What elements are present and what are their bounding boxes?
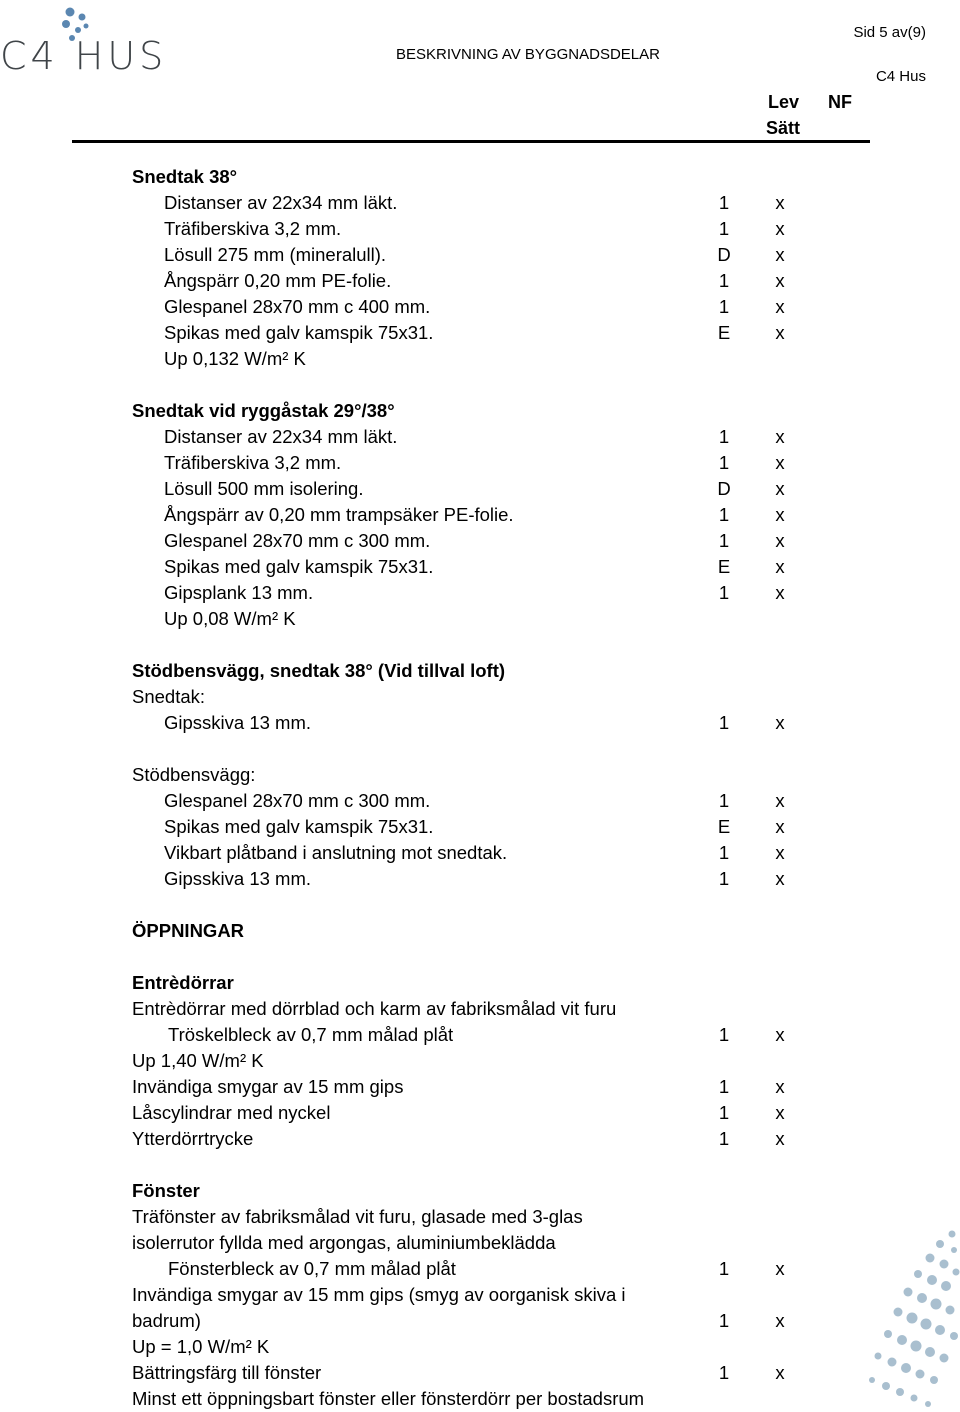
heading-text: Fönster	[132, 1180, 200, 1201]
item-text: Ytterdörrtrycke	[132, 1128, 254, 1149]
lev-code: 1	[718, 868, 730, 889]
item-text: Up 1,40 W/m² K	[132, 1050, 264, 1071]
lev-code: 1	[718, 296, 730, 317]
spacer	[0, 372, 960, 398]
lev-code: 1	[718, 1258, 730, 1279]
item-text: Låscylindrar med nyckel	[132, 1102, 331, 1123]
spec-row	[0, 1386, 960, 1412]
lev-code: E	[717, 556, 731, 577]
item-text: Entrèdörrar med dörrblad och karm av fabriksmålad vit furu	[132, 998, 617, 1019]
lev-code: 1	[718, 1128, 730, 1149]
nf-mark: x	[775, 504, 785, 525]
item-text: Ångspärr 0,20 mm PE-folie.	[164, 270, 392, 291]
section-heading	[0, 398, 960, 424]
nf-mark: x	[775, 218, 785, 239]
item-text: Vikbart plåtband i anslutning mot snedtak.	[164, 842, 508, 863]
item-text: Invändiga smygar av 15 mm gips	[132, 1076, 404, 1097]
item-text: Distanser av 22x34 mm läkt.	[164, 192, 398, 213]
section-heading	[0, 1178, 960, 1204]
logo-text: C4 HUS	[0, 34, 168, 78]
heading-text: Entrèdörrar	[132, 972, 234, 993]
spec-row	[0, 996, 960, 1022]
nf-mark: x	[775, 1076, 785, 1097]
item-text: Lösull 275 mm (mineralull).	[164, 244, 387, 265]
item-text: Gipsskiva 13 mm.	[164, 712, 312, 733]
nf-mark: x	[775, 270, 785, 291]
item-text: Distanser av 22x34 mm läkt.	[164, 426, 398, 447]
spec-row	[0, 424, 960, 450]
section-heading	[0, 164, 960, 190]
spec-row	[0, 1282, 960, 1308]
spec-row	[0, 1100, 960, 1126]
nf-mark: x	[775, 816, 785, 837]
lev-code: 1	[718, 192, 730, 213]
nf-mark: x	[775, 556, 785, 577]
lev-code: 1	[718, 218, 730, 239]
item-text: Ångspärr av 0,20 mm trampsäker PE-folie.	[164, 504, 514, 525]
nf-mark: x	[775, 478, 785, 499]
spec-row	[0, 528, 960, 554]
lev-code: 1	[718, 452, 730, 473]
decorative-dots-icon	[860, 1230, 960, 1410]
heading-text: Snedtak vid ryggåstak 29°/38°	[132, 400, 395, 421]
nf-mark: x	[775, 1310, 785, 1331]
spec-row	[0, 580, 960, 606]
lev-code: D	[717, 244, 731, 265]
lev-code: 1	[718, 1102, 730, 1123]
nf-mark: x	[775, 1128, 785, 1149]
nf-mark: x	[775, 296, 785, 317]
spec-row	[0, 1334, 960, 1360]
spec-row	[0, 554, 960, 580]
nf-mark: x	[775, 426, 785, 447]
spec-row	[0, 294, 960, 320]
item-text: Gipsplank 13 mm.	[164, 582, 314, 603]
lev-code: 1	[718, 1024, 730, 1045]
spec-row	[0, 1256, 960, 1282]
lev-code: 1	[718, 1362, 730, 1383]
company-name: C4 Hus	[875, 68, 926, 85]
nf-mark: x	[775, 244, 785, 265]
spec-row	[0, 1126, 960, 1152]
spacer	[0, 944, 960, 970]
spec-row	[0, 242, 960, 268]
nf-mark: x	[775, 1258, 785, 1279]
lev-code: 1	[718, 426, 730, 447]
lev-code: 1	[718, 504, 730, 525]
item-text: Glespanel 28x70 mm c 400 mm.	[164, 296, 431, 317]
item-text: Up = 1,0 W/m² K	[132, 1336, 270, 1357]
nf-mark: x	[775, 582, 785, 603]
spec-row	[0, 320, 960, 346]
spec-row	[0, 216, 960, 242]
lev-code: 1	[718, 270, 730, 291]
spec-row	[0, 1230, 960, 1256]
nf-mark: x	[775, 1362, 785, 1383]
item-text: Spikas med galv kamspik 75x31.	[164, 816, 434, 837]
lev-code: 1	[718, 1310, 730, 1331]
spec-row	[0, 606, 960, 632]
item-text: Spikas med galv kamspik 75x31.	[164, 322, 434, 343]
nf-mark: x	[775, 1102, 785, 1123]
spec-row	[0, 1022, 960, 1048]
nf-mark: x	[775, 452, 785, 473]
nf-mark: x	[775, 868, 785, 889]
document-title: BESKRIVNING AV BYGGNADSDELAR	[396, 46, 660, 63]
nf-mark: x	[775, 530, 785, 551]
item-text: Fönsterbleck av 0,7 mm målad plåt	[168, 1258, 456, 1279]
spec-row	[0, 268, 960, 294]
lev-code: 1	[718, 582, 730, 603]
spec-row	[0, 346, 960, 372]
spec-row	[0, 710, 960, 736]
lev-code: 1	[718, 842, 730, 863]
company-logo	[0, 0, 200, 80]
item-text: Spikas med galv kamspik 75x31.	[164, 556, 434, 577]
lev-code: 1	[718, 712, 730, 733]
spacer	[0, 1152, 960, 1178]
section-heading	[0, 658, 960, 684]
spec-row	[0, 1204, 960, 1230]
item-text: Träfiberskiva 3,2 mm.	[164, 218, 342, 239]
item-text: Bättringsfärg till fönster	[132, 1362, 322, 1383]
spec-row	[0, 476, 960, 502]
item-text: Up 0,08 W/m² K	[164, 608, 296, 629]
spec-row	[0, 684, 960, 710]
spec-row	[0, 866, 960, 892]
heading-text: ÖPPNINGAR	[132, 920, 245, 941]
header-divider	[72, 140, 870, 143]
spec-row	[0, 762, 960, 788]
item-text: isolerrutor fyllda med argongas, aluminiumbeklädda	[132, 1232, 556, 1253]
column-header-satt: Sätt	[766, 118, 801, 138]
spec-row	[0, 788, 960, 814]
nf-mark: x	[775, 790, 785, 811]
item-text: Glespanel 28x70 mm c 300 mm.	[164, 790, 431, 811]
nf-mark: x	[775, 1024, 785, 1045]
item-text: Invändiga smygar av 15 mm gips (smyg av oorganisk skiva i	[132, 1284, 626, 1305]
nf-mark: x	[775, 322, 785, 343]
section-heading	[0, 970, 960, 996]
lev-code: E	[717, 816, 731, 837]
nf-mark: x	[775, 712, 785, 733]
spec-row	[0, 450, 960, 476]
spacer	[0, 736, 960, 762]
item-text: Tröskelbleck av 0,7 mm målad plåt	[168, 1024, 454, 1045]
spec-row	[0, 1308, 960, 1334]
item-text: Lösull 500 mm isolering.	[164, 478, 364, 499]
spec-row	[0, 190, 960, 216]
spec-row	[0, 1048, 960, 1074]
spec-row	[0, 814, 960, 840]
lev-code: D	[717, 478, 731, 499]
lev-code: 1	[718, 530, 730, 551]
item-text: badrum)	[132, 1310, 201, 1331]
item-text: Gipsskiva 13 mm.	[164, 868, 312, 889]
spec-row	[0, 1074, 960, 1100]
item-text: Minst ett öppningsbart fönster eller fönsterdörr per bostadsrum	[132, 1388, 645, 1409]
nf-mark: x	[775, 192, 785, 213]
item-text: Stödbensvägg:	[132, 764, 256, 785]
specification-list	[0, 164, 960, 1412]
spacer	[0, 632, 960, 658]
item-text: Glespanel 28x70 mm c 300 mm.	[164, 530, 431, 551]
heading-text: Stödbensvägg, snedtak 38° (Vid tillval loft)	[132, 660, 506, 681]
item-text: Träfönster av fabriksmålad vit furu, glasade med 3-glas	[132, 1206, 583, 1227]
lev-code: 1	[718, 790, 730, 811]
item-text: Snedtak:	[132, 686, 206, 707]
item-text: Up 0,132 W/m² K	[164, 348, 306, 369]
nf-mark: x	[775, 842, 785, 863]
lev-code: E	[717, 322, 731, 343]
item-text: Träfiberskiva 3,2 mm.	[164, 452, 342, 473]
lev-code: 1	[718, 1076, 730, 1097]
spec-row	[0, 502, 960, 528]
spacer	[0, 892, 960, 918]
page-number: Sid 5 av(9)	[853, 24, 926, 41]
column-header-nf: NF	[828, 92, 852, 112]
column-header-lev: Lev	[768, 92, 800, 112]
spec-row	[0, 840, 960, 866]
spec-row	[0, 1360, 960, 1386]
section-heading	[0, 918, 960, 944]
heading-text: Snedtak 38°	[132, 166, 238, 187]
